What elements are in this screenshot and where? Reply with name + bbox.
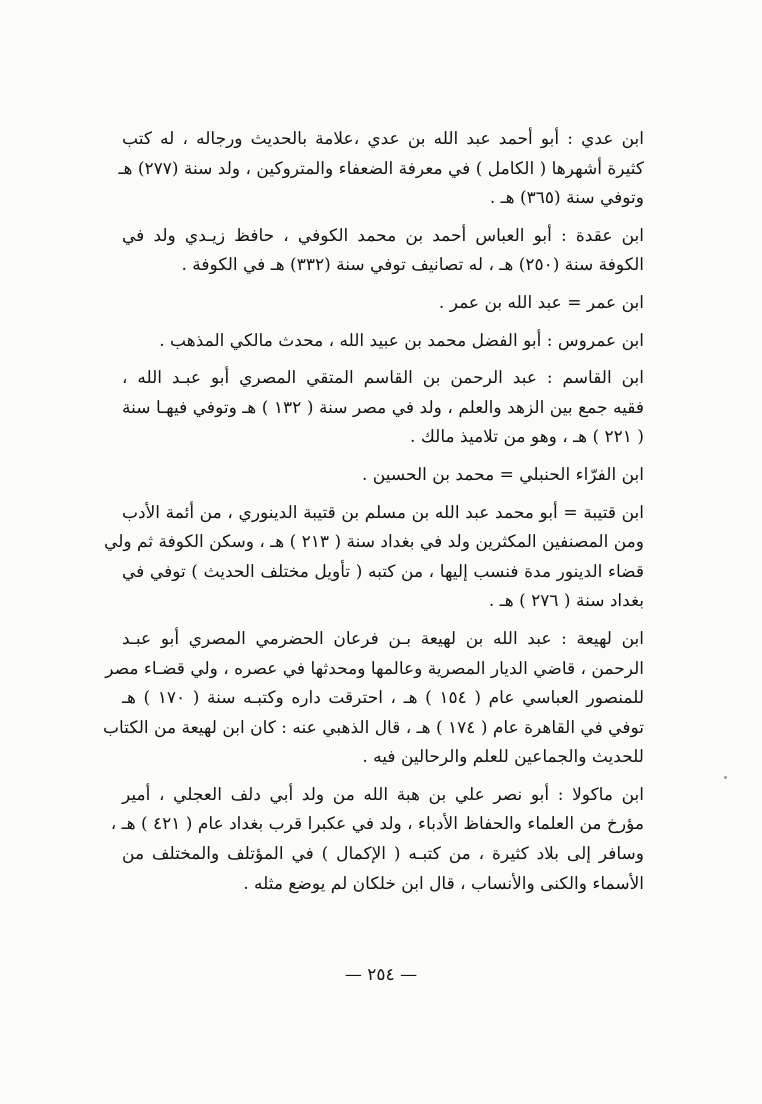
entry-ibn-al-qasim: [122, 364, 644, 453]
page-body: [103, 125, 644, 899]
text-line: ابن قتيبة = أبو محمد عبد الله بن مسلم بن قتيبة الدينوري ، من أئمة الأدب: [122, 502, 644, 523]
text-line: مؤرخ من العلماء والحفاظ الأدباء ، ولد في عكبرا قرب بغداد عام ( ٤٢١ ) هـ ،: [110, 814, 644, 835]
text-line: وتوفي سنة (٣٦٥) هـ .: [489, 188, 644, 209]
entry-ibn-amrus: [122, 327, 644, 357]
entry-ibn-umar: [122, 289, 644, 319]
entry-ibn-uqda: [122, 222, 644, 281]
text-line: ابن ماكولا : أبو نصر علي بن هبة الله من ولد أبي دلف العجلي ، أمير: [122, 784, 644, 805]
text-line: بغداد سنة ( ٢٧٦ ) هـ .: [488, 591, 644, 612]
text-line: كثيرة أشهرها ( الكامل ) في معرفة الضعفاء والمتروكين ، ولد سنة (٢٧٧) هـ: [118, 158, 644, 179]
text-line: قضاء الدينور مدة فنسب إليها ، من كتبه ( تأويل مختلف الحديث ) توفي في: [122, 561, 644, 582]
text-line: الكوفة سنة (٢٥٠) هـ ، له تصانيف توفي سنة (٣٣٢) هـ في الكوفة .: [181, 255, 644, 276]
text-line: للحديث والجماعين للعلم والرحالين فيه .: [362, 747, 644, 768]
page-number: — ٢٥٤ —: [344, 965, 418, 985]
text-line: ابن الفرّاء الحنبلي = محمد بن الحسين .: [361, 464, 644, 485]
text-line: ابن عدي : أبو أحمد عبد الله بن عدي ،علامة بالحديث ورجاله ، له كتب: [122, 129, 644, 149]
text-line: ومن المصنفين المكثرين ولد في بغداد سنة ( ٢١٣ ) هـ ، وسكن الكوفة ثم ولي: [104, 532, 644, 553]
text-line: وسافر إلى بلاد كثيرة ، من كتبـه ( الإكمال ) في المؤتلف والمختلف من: [122, 844, 644, 865]
text-line: توفي في القاهرة عام ( ١٧٤ ) هـ ، قال الذهبي عنه : كان ابن لهيعة من الكتاب: [103, 717, 644, 738]
text-line: ابن لهيعة : عبد الله بن لهيعة بـن فرعان الحضرمي المصري أبو عبـد: [122, 628, 644, 649]
scan-speck: [724, 776, 727, 779]
entry-ibn-al-farra: [122, 461, 644, 491]
text-line: فقيه جمع بين الزهد والعلم ، ولد في مصر سنة ( ١٣٢ ) هـ وتوفي فيهـا سنة: [122, 397, 644, 418]
text-line: ابن عمر = عبد الله بن عمر .: [438, 292, 644, 313]
entry-ibn-lahia: [103, 625, 644, 773]
entry-ibn-makula: [110, 781, 644, 899]
text-line: الرحمن ، قاضي الديار المصرية وعالمها ومحدثها في عصره ، ولي قضـاء مصر: [105, 658, 644, 679]
text-line: ( ٢٢١ ) هـ ، وهو من تلاميذ مالك .: [410, 427, 644, 448]
text-line: الأسماء والكنى والأنساب ، قال ابن خلكان لم يوضع مثله .: [243, 873, 644, 894]
entry-ibn-adi: [118, 125, 644, 214]
text-line: ابن القاسم : عبد الرحمن بن القاسم المتقي المصري أبو عبـد الله ،: [122, 368, 644, 389]
text-line: ابن عمروس : أبو الفضل محمد بن عبيد الله ، محدث مالكي المذهب .: [159, 330, 644, 351]
entry-ibn-qutayba: [104, 499, 644, 617]
text-line: للمنصور العباسي عام ( ١٥٤ ) هـ ، احترقت داره وكتبـه سنة ( ١٧٠ ) هـ: [122, 688, 644, 709]
text-line: ابن عقدة : أبو العباس أحمد بن محمد الكوفي ، حافظ زيـدي ولد في: [122, 225, 644, 246]
